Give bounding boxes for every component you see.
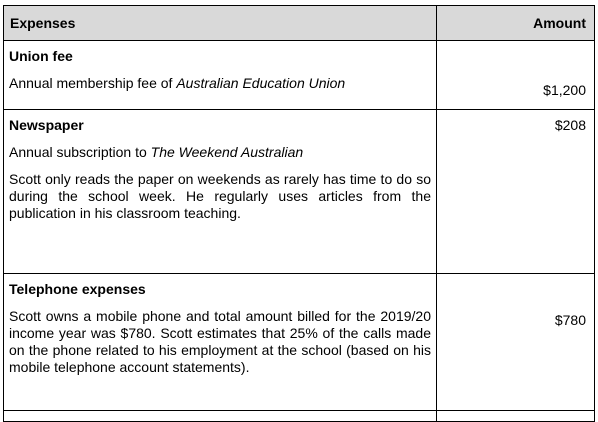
table-row	[4, 41, 595, 110]
description-text: Annual membership fee of	[9, 75, 177, 91]
description-italic: Australian Education Union	[176, 75, 346, 91]
expense-description	[9, 144, 431, 161]
description-italic: The Weekend Australian	[150, 144, 304, 160]
amount-cell	[437, 274, 595, 411]
amount-value: $1,200	[543, 82, 586, 98]
table-row	[4, 110, 595, 274]
table-row	[4, 274, 595, 411]
header-amount: Amount	[437, 6, 595, 41]
table-row	[4, 411, 595, 422]
expense-title: Telephone expenses	[9, 281, 146, 297]
expense-title: Union fee	[9, 48, 73, 64]
amount-value: $208	[554, 117, 586, 133]
expense-cell	[4, 41, 437, 110]
empty-cell	[437, 411, 595, 422]
expense-description	[9, 75, 431, 92]
header-row	[4, 6, 595, 41]
expense-note: Scott only reads the paper on weekends as rarely has time to do so during the school week. He regularly uses articles from the publication in his classroom teaching.	[9, 171, 431, 221]
amount-cell	[437, 41, 595, 110]
expense-description: Scott owns a mobile phone and total amount billed for the 2019/20 income year was $780. Scott estimates that 25% of the calls made on the phone related to his employment at the school (based on his mobile telephone account statements).	[9, 308, 431, 375]
amount-cell	[437, 110, 595, 274]
expense-title: Newspaper	[9, 117, 84, 133]
expense-cell	[4, 110, 437, 274]
empty-cell	[4, 411, 437, 422]
amount-value: $780	[554, 312, 586, 328]
description-text: Annual subscription to	[9, 144, 151, 160]
expenses-table	[3, 5, 595, 422]
expense-cell	[4, 274, 437, 411]
header-expenses: Expenses	[4, 6, 437, 41]
